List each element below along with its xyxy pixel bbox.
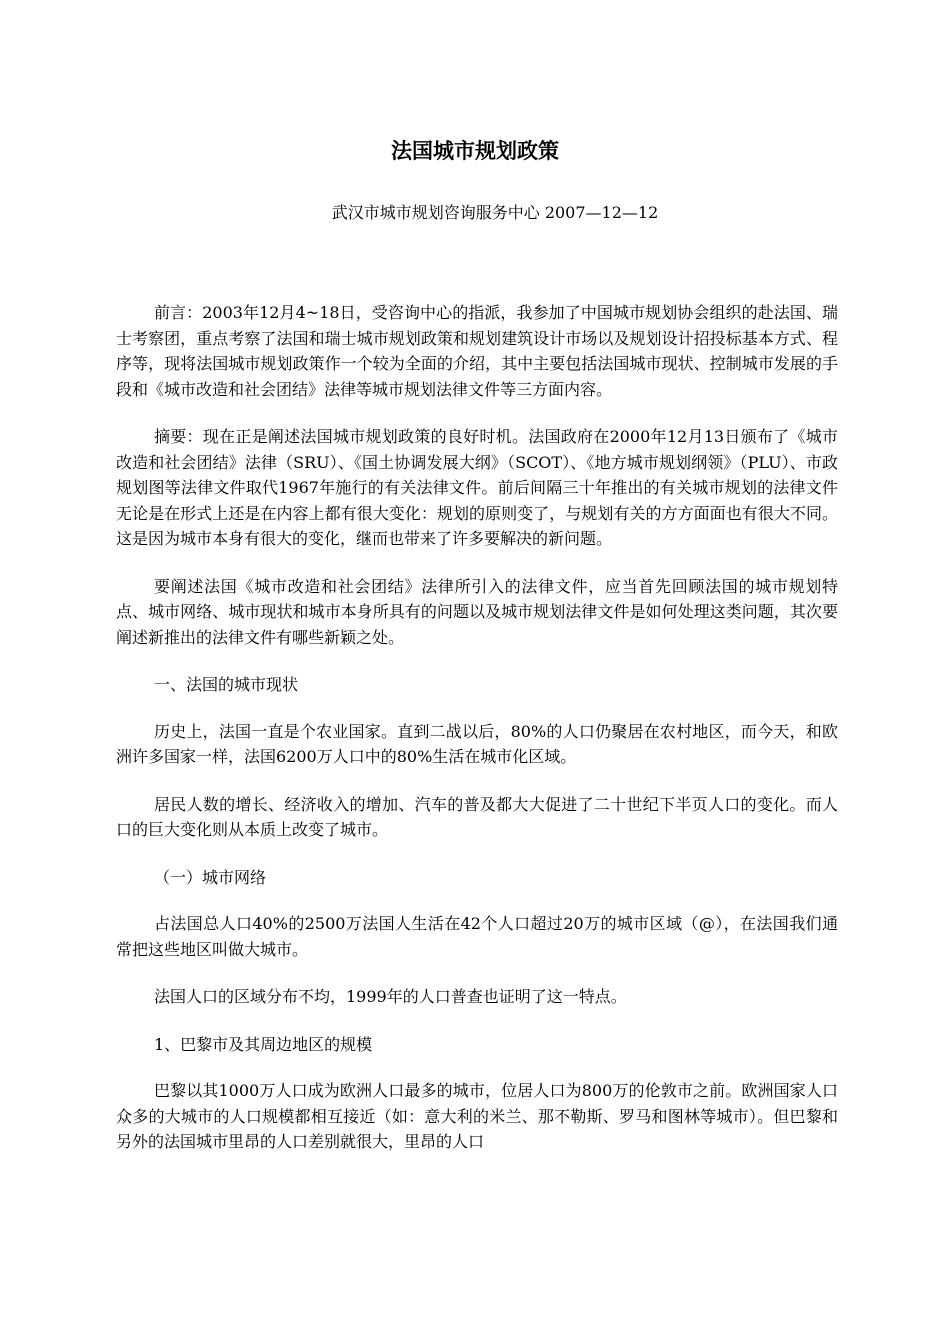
paris-paragraph: 巴黎以其1000万人口成为欧洲人口最多的城市，位居人口为800万的伦敦市之前。欧洲国家人口众多的大城市的人口规模都相互接近（如：意大利的米兰、那不勒斯、罗马和图林等城市）。但巴黎和另外的法国城市里昂的人口差别就很大，里昂的人口 xyxy=(116,1081,838,1151)
city-network-paragraph: 占法国总人口40%的2500万法国人生活在42个人口超过20万的城市区域（@），在法国我们通常把这些地区叫做大城市。 xyxy=(116,914,838,959)
abstract-paragraph: 摘要：现在正是阐述法国城市规划政策的良好时机。法国政府在2000年12月13日颁布了《城市改造和社会团结》法律（SRU）、《国土协调发展大纲》（SCOT）、《地方城市规划纲领》（PLU）、市政规划图等法律文件取代1967年施行的有关法律文件。前后间隔三十年推出的有关城市规划的法律文件无论是在形式上还是在内容上都有很大变化：规划的原则变了，与规划有关的方方面面也有很大不同。这是因为城市本身有很大的变化，继而也带来了许多要解决的新问题。 xyxy=(116,427,838,548)
document-subtitle: 武汉市城市规划咨询服务中心 2007—12—12 xyxy=(331,203,659,222)
document-title: 法国城市规划政策 xyxy=(391,138,559,163)
subsection-heading-city-network: （一）城市网络 xyxy=(154,867,267,887)
subsection-heading-paris: 1、巴黎市及其周边地区的规模 xyxy=(154,1034,373,1054)
section-heading-1: 一、法国的城市现状 xyxy=(154,675,299,694)
history-paragraph: 历史上，法国一直是个农业国家。直到二战以后，80%的人口仍聚居在农村地区，而今天，和欧洲许多国家一样，法国6200万人口中的80%生活在城市化区域。 xyxy=(116,721,838,766)
preface-paragraph: 前言：2003年12月4~18日，受咨询中心的指派，我参加了中国城市规划协会组织的赴法国、瑞士考察团，重点考察了法国和瑞士城市规划政策和规划建筑设计市场以及规划设计招投标基本方式、程序等，现将法国城市规划政策作一个较为全面的介绍，其中主要包括法国城市现状、控制城市发展的手段和《城市改造和社会团结》法律等城市规划法律文件等三方面内容。 xyxy=(116,303,838,399)
document-body xyxy=(116,300,838,1177)
intro-paragraph: 要阐述法国《城市改造和社会团结》法律所引入的法律文件，应当首先回顾法国的城市规划特点、城市网络、城市现状和城市本身所具有的问题以及城市规划法律文件是如何处理这类问题，其次要阐述新推出的法律文件有哪些新颖之处。 xyxy=(116,576,838,647)
population-change-paragraph: 居民人数的增长、经济收入的增加、汽车的普及都大大促进了二十世纪下半页人口的变化。而人口的巨大变化则从本质上改变了城市。 xyxy=(116,794,838,839)
distribution-paragraph: 法国人口的区域分布不均，1999年的人口普查也证明了这一特点。 xyxy=(154,987,627,1006)
